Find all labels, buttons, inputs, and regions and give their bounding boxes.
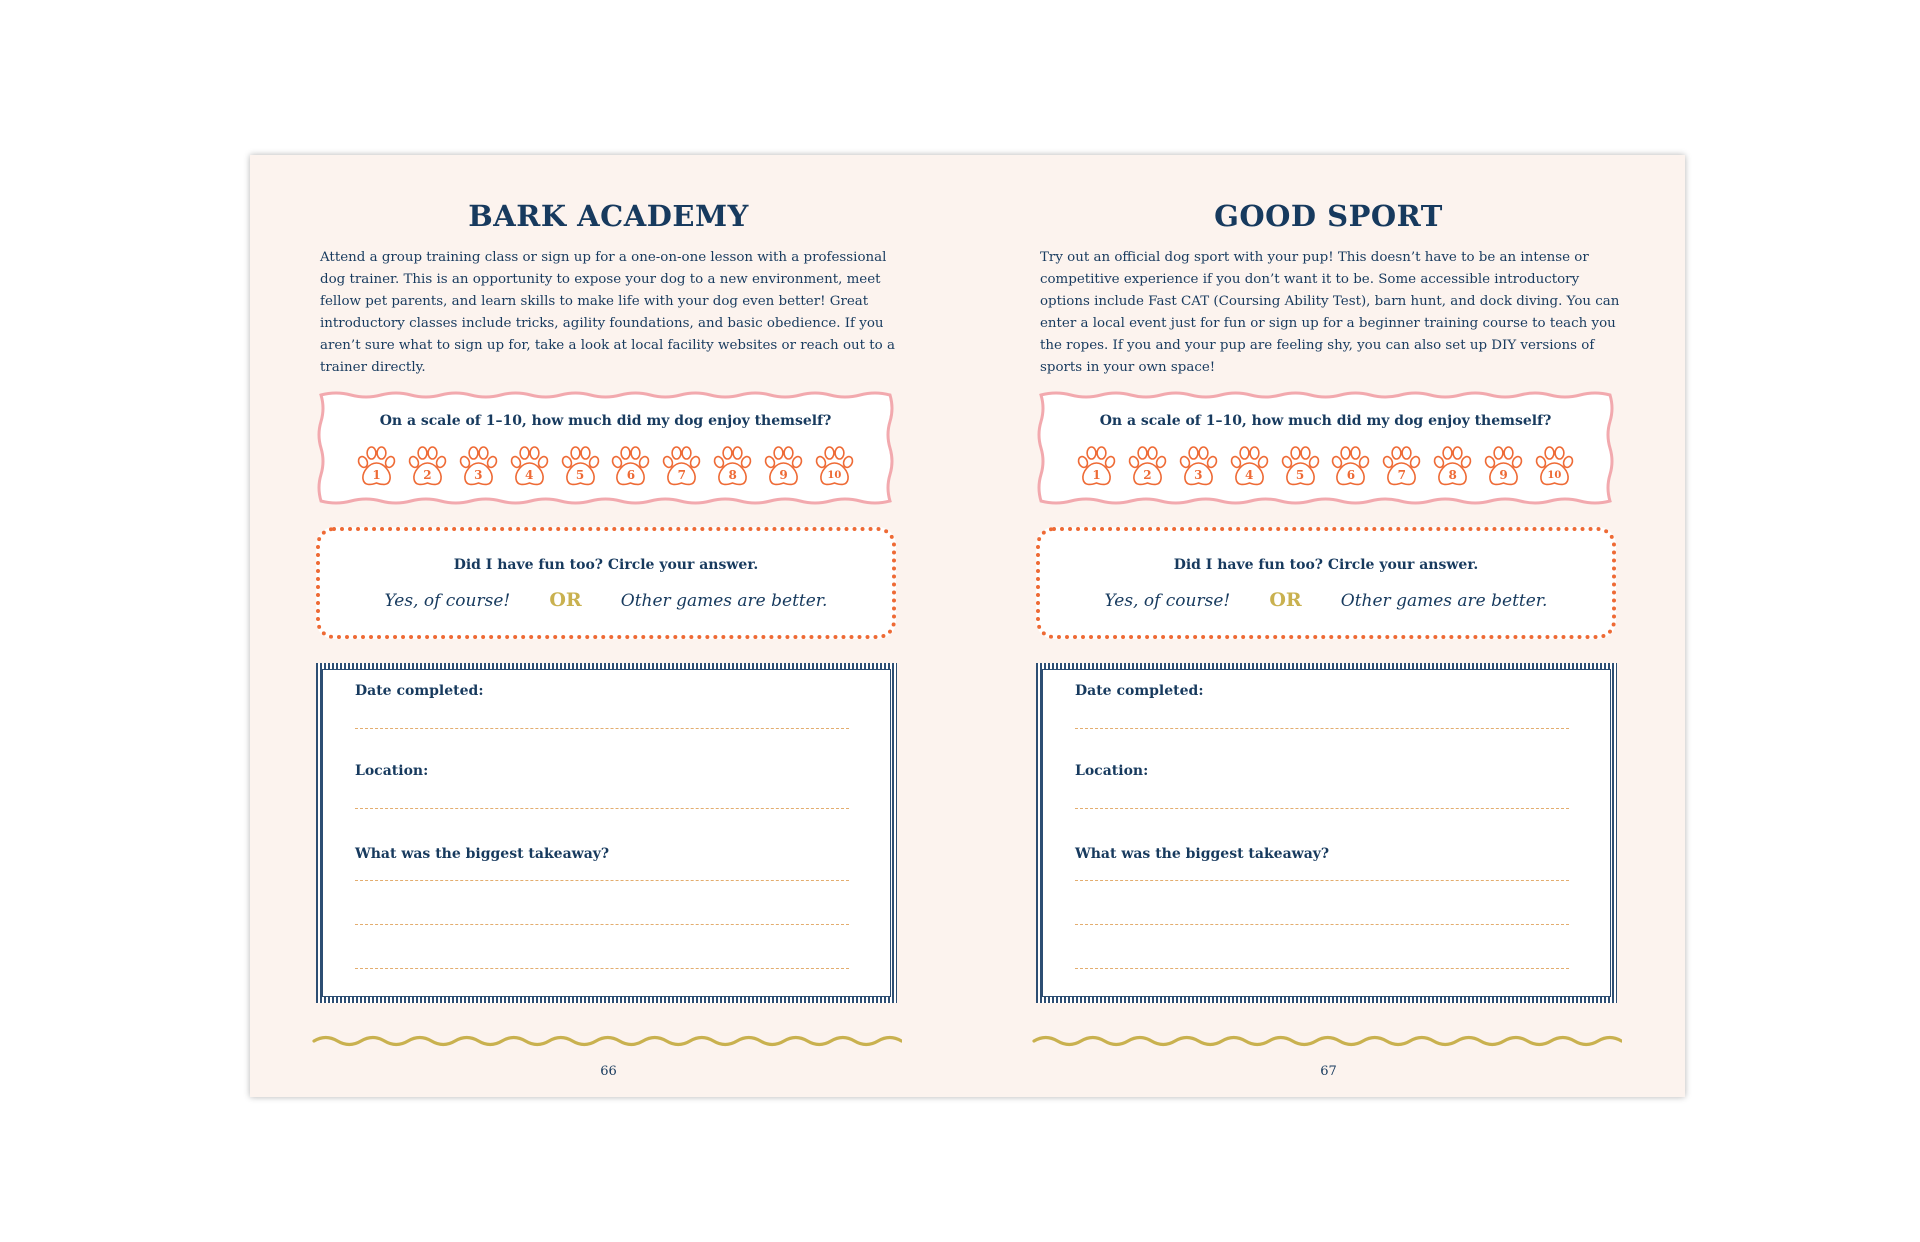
gold-wave-divider [1032,1033,1622,1049]
date-line[interactable] [355,728,849,729]
enjoyment-scale-box [1033,387,1618,509]
paw-number: 1 [1092,468,1101,482]
paw-number: 1 [372,468,381,482]
page-left [250,155,967,1097]
paw-rating-row [1073,445,1578,495]
paw-number: 10 [827,470,842,481]
answer-yes[interactable]: Yes, of course! [384,591,511,611]
book-spread [250,155,1685,1097]
scale-question: On a scale of 1–10, how much did my dog enjoy themself? [379,413,832,429]
paw-rating-7[interactable] [1378,445,1425,491]
paw-number: 8 [728,468,737,482]
paw-number: 5 [575,468,585,482]
answer-or: OR [549,589,582,611]
date-label: Date completed: [1075,683,1204,699]
paw-rating-5[interactable] [557,445,604,491]
paw-rating-9[interactable] [760,445,807,491]
takeaway-line-2[interactable] [1075,924,1569,925]
paw-rating-6[interactable] [607,445,654,491]
log-box-inner-rule [322,669,891,997]
takeaway-label: What was the biggest takeaway? [1075,846,1330,862]
paw-rating-9[interactable] [1480,445,1527,491]
paw-rating-6[interactable] [1327,445,1374,491]
paw-number: 3 [474,468,483,482]
takeaway-line-3[interactable] [355,968,849,969]
paw-rating-4[interactable] [506,445,553,491]
log-box-inner-rule [1042,669,1611,997]
page-title: GOOD SPORT [1214,199,1443,233]
paw-number: 7 [677,468,686,482]
enjoyment-scale-box [313,387,898,509]
answer-no[interactable]: Other games are better. [1340,591,1548,611]
date-line[interactable] [1075,728,1569,729]
page-title: BARK ACADEMY [468,199,749,233]
log-box [316,663,897,1003]
paw-rating-3[interactable] [1175,445,1222,491]
fun-question: Did I have fun too? Circle your answer. [453,557,759,573]
paw-rating-7[interactable] [658,445,705,491]
paw-icon [811,445,858,491]
paw-rating-2[interactable] [1124,445,1171,491]
location-line[interactable] [355,808,849,809]
paw-number: 6 [1346,468,1356,482]
paw-number: 4 [524,468,534,482]
fun-question-box [1036,527,1616,639]
intro-paragraph: Attend a group training class or sign up for a one-on-one lesson with a professional dog trainer. This is an opportunity to expose your dog to a new environment, meet fellow pet parents, and learn skills to make life with your dog even better! Great introductory classes include tricks, agility foundations, and basic obedience. If you aren’t sure what to sign up for, take a look at local facility websites or reach out to a trainer directly. [320,250,895,375]
paw-rating-8[interactable] [709,445,756,491]
page-number: 66 [600,1064,617,1079]
paw-rating-row [353,445,858,495]
paw-rating-5[interactable] [1277,445,1324,491]
paw-rating-1[interactable] [1073,445,1120,491]
paw-number: 9 [779,468,788,482]
location-label: Location: [1075,763,1149,779]
paw-number: 4 [1244,468,1254,482]
paw-rating-2[interactable] [404,445,451,491]
log-box [1036,663,1617,1003]
takeaway-line-3[interactable] [1075,968,1569,969]
fun-question-box [316,527,896,639]
page-number: 67 [1320,1064,1337,1079]
paw-number: 2 [423,468,432,482]
gold-wave-divider [312,1033,902,1049]
paw-number: 7 [1397,468,1406,482]
takeaway-line-2[interactable] [355,924,849,925]
paw-number: 6 [626,468,636,482]
paw-rating-8[interactable] [1429,445,1476,491]
date-label: Date completed: [355,683,484,699]
paw-icon [1531,445,1578,491]
fun-answers [1040,589,1612,611]
fun-answers [320,589,892,611]
page-right [970,155,1687,1097]
fun-question: Did I have fun too? Circle your answer. [1173,557,1479,573]
intro-paragraph: Try out an official dog sport with your pup! This doesn’t have to be an intense or competitive experience if you don’t want it to be. Some accessible introductory options include Fast CAT (Coursing Ability Test), barn hunt, and dock diving. You can enter a local event just for fun or sign up for a beginner training course to teach you the ropes. If you and your pup are feeling shy, you can also set up DIY versions of sports in your own space! [1040,250,1620,375]
paw-number: 8 [1448,468,1457,482]
location-label: Location: [355,763,429,779]
answer-yes[interactable]: Yes, of course! [1104,591,1231,611]
scale-question: On a scale of 1–10, how much did my dog enjoy themself? [1099,413,1552,429]
paw-rating-10[interactable] [1531,445,1578,491]
paw-number: 3 [1194,468,1203,482]
paw-number: 5 [1295,468,1305,482]
takeaway-line-1[interactable] [355,880,849,881]
location-line[interactable] [1075,808,1569,809]
paw-number: 10 [1547,470,1562,481]
answer-no[interactable]: Other games are better. [620,591,828,611]
paw-rating-4[interactable] [1226,445,1273,491]
paw-rating-1[interactable] [353,445,400,491]
paw-rating-10[interactable] [811,445,858,491]
takeaway-label: What was the biggest takeaway? [355,846,610,862]
answer-or: OR [1269,589,1302,611]
paw-number: 2 [1143,468,1152,482]
paw-number: 9 [1499,468,1508,482]
paw-rating-3[interactable] [455,445,502,491]
takeaway-line-1[interactable] [1075,880,1569,881]
